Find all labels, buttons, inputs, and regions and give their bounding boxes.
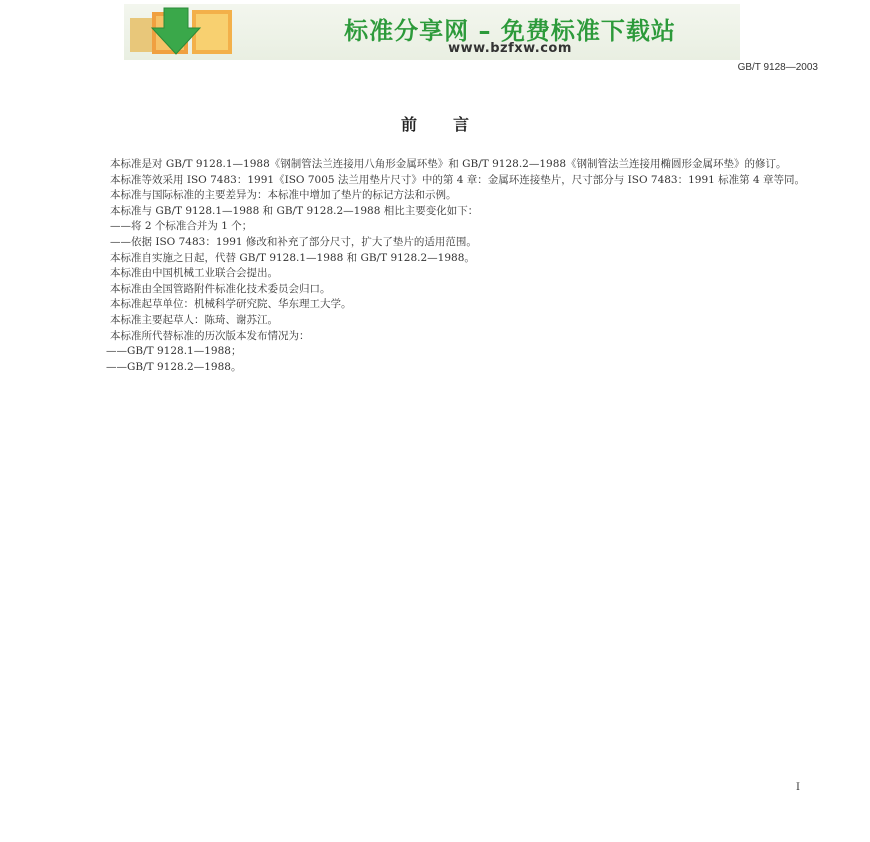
- paragraph: 本标准与 GB/T 9128.1—1988 和 GB/T 9128.2—1988 相比主要变化如下：: [110, 204, 479, 217]
- download-arrow-icon: [130, 6, 248, 58]
- paragraph: 本标准起草单位：机械科学研究院、华东理工大学。: [110, 298, 352, 311]
- page-number: I: [796, 782, 800, 793]
- list-item: ——GB/T 9128.1—1988；: [106, 345, 242, 358]
- list-item: ——依据 ISO 7483：1991 修改和补充了部分尺寸，扩大了垫片的适用范围。: [110, 235, 477, 248]
- standard-code: GB/T 9128—2003: [737, 62, 818, 73]
- list-item: ——GB/T 9128.2—1988。: [106, 360, 242, 373]
- paragraph: 本标准所代替标准的历次版本发布情况为：: [110, 329, 310, 342]
- paragraph: 本标准是对 GB/T 9128.1—1988《钢制管法兰连接用八角形金属环垫》和 GB/T 9128.2—1988《钢制管法兰连接用椭圆形金属环垫》的修订。: [110, 158, 787, 170]
- list-item: ——将 2 个标准合并为 1 个；: [110, 220, 253, 233]
- document-body: [80, 157, 820, 375]
- paragraph: 本标准自实施之日起，代替 GB/T 9128.1—1988 和 GB/T 9128.2—1988。: [110, 251, 475, 264]
- banner-url[interactable]: www.bzfxw.com: [448, 41, 572, 56]
- paragraph: 本标准主要起草人：陈琦、谢苏江。: [110, 313, 278, 326]
- paragraph: 本标准等效采用 ISO 7483：1991《ISO 7005 法兰用垫片尺寸》中的第 4 章：金属环连接垫片，尺寸部分与 ISO 7483：1991 标准第 4 章等同。: [110, 173, 806, 186]
- paragraph: 本标准与国际标准的主要差异为：本标准中增加了垫片的标记方法和示例。: [110, 189, 457, 202]
- page-title: 前言: [400, 115, 505, 134]
- site-banner: [124, 4, 740, 60]
- paragraph: 本标准由中国机械工业联合会提出。: [110, 267, 278, 280]
- paragraph: 本标准由全国管路附件标准化技术委员会归口。: [110, 282, 331, 295]
- banner-title: 标准分享网 – 免费标准下载站: [344, 17, 676, 45]
